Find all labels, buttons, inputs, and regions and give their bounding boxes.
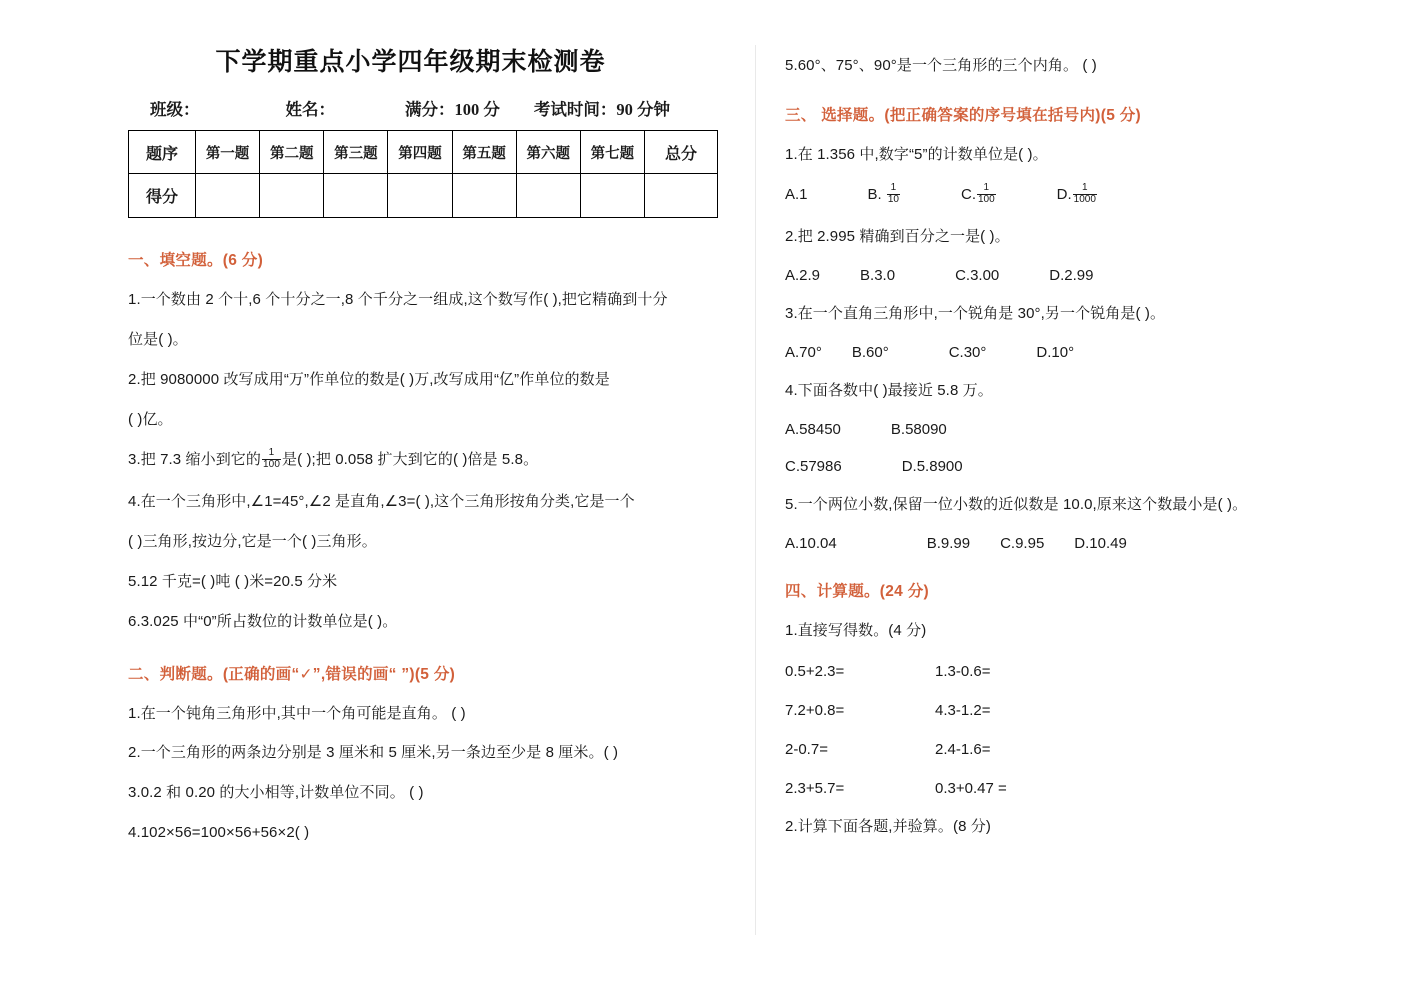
section-heading-fill-in-blanks: 一、填空题。(6 分) xyxy=(128,252,264,269)
score-table-q2: 第二题 xyxy=(260,131,324,174)
score-cell-q6[interactable] xyxy=(516,174,580,218)
question-1-5: 5.12 千克=( )吨 ( )米=20.5 分米 xyxy=(128,572,338,590)
option-3-1-c-label: C. xyxy=(960,185,976,203)
score-cell-total[interactable] xyxy=(645,174,718,218)
score-table-q1: 第一题 xyxy=(196,131,260,174)
question-1-4-line1: 4.在一个三角形中,∠1=45°,∠2 是直角,∠3=( ),这个三角形按角分类,它是一个 xyxy=(128,492,635,510)
question-3-2-stem: 2.把 2.995 精确到百分之一是( )。 xyxy=(785,227,1010,245)
question-1-3 xyxy=(128,447,733,472)
option-3-2-d[interactable]: D.2.99 xyxy=(1049,266,1094,284)
option-3-1-a[interactable]: A.1 xyxy=(785,185,808,203)
option-3-2-c[interactable]: C.3.00 xyxy=(955,266,1000,284)
question-1-1-line2: 位是( )。 xyxy=(128,330,188,348)
question-2-1: 1.在一个钝角三角形中,其中一个角可能是直角。 ( ) xyxy=(128,704,466,722)
score-table-q4: 第四题 xyxy=(388,131,452,174)
question-2-5: 5.60°、75°、90°是一个三角形的三个内角。 ( ) xyxy=(785,57,1097,74)
score-table-score-label: 得分 xyxy=(129,174,196,218)
option-3-4-d[interactable]: D.5.8900 xyxy=(901,457,963,475)
fraction-one-hundredth xyxy=(262,448,281,470)
option-3-1-b-label: B. xyxy=(867,185,886,203)
calc-expression-4: 4.3-1.2= xyxy=(935,701,991,719)
calc-expression-5: 2-0.7= xyxy=(785,740,828,758)
option-3-3-d[interactable]: D.10° xyxy=(1036,343,1075,361)
section-heading-multiple-choice xyxy=(785,103,1391,125)
question-2-2: 2.一个三角形的两条边分别是 3 厘米和 5 厘米,另一条边至少是 8 厘米。( ) xyxy=(128,744,619,762)
calc-row xyxy=(785,741,1391,758)
left-column xyxy=(0,0,755,843)
fraction-denominator: 100 xyxy=(977,193,995,205)
section-heading-calculation: 四、计算题。(24 分) xyxy=(785,582,929,600)
calculation-sub-1: 1.直接写得数。(4 分) xyxy=(785,621,927,639)
option-3-3-b[interactable]: B.60° xyxy=(851,343,889,361)
question-1-3-suffix: 是( );把 0.058 扩大到它的( )倍是 5.8。 xyxy=(282,450,539,468)
question-3-5-stem: 5.一个两位小数,保留一位小数的近似数是 10.0,原来这个数最小是( )。 xyxy=(785,495,1248,513)
fraction-numerator: 1 xyxy=(983,182,990,194)
fraction-denominator: 100 xyxy=(263,458,280,470)
question-3-2-options xyxy=(785,267,1391,284)
option-3-4-b[interactable]: B.58090 xyxy=(890,420,947,438)
option-3-1-c[interactable] xyxy=(960,182,997,207)
exam-time-label: 考试时间：90 分钟 xyxy=(533,100,670,119)
section-heading-true-false-main: 二、判断题。 xyxy=(128,665,223,683)
score-table-q5: 第五题 xyxy=(452,131,516,174)
calc-expression-2: 1.3-0.6= xyxy=(935,662,991,680)
fraction-numerator: 1 xyxy=(890,182,897,194)
option-3-5-b[interactable]: B.9.99 xyxy=(926,534,971,552)
question-1-2-line1: 2.把 9080000 改写成用“万”作单位的数是( )万,改写成用“亿”作单位的数是 xyxy=(128,370,610,388)
fraction-one-hundredth xyxy=(977,183,996,205)
table-row xyxy=(129,174,718,218)
option-3-3-a[interactable]: A.70° xyxy=(785,343,822,361)
calc-row xyxy=(785,780,1391,797)
fraction-numerator: 1 xyxy=(1082,182,1088,194)
calc-expression-1: 0.5+2.3= xyxy=(785,662,845,680)
option-3-1-d[interactable] xyxy=(1056,182,1098,207)
option-3-2-b[interactable]: B.3.0 xyxy=(860,266,896,284)
option-3-5-a[interactable]: A.10.04 xyxy=(785,534,837,552)
fraction-one-tenth xyxy=(887,183,900,205)
option-3-4-c[interactable]: C.57986 xyxy=(785,457,842,475)
fraction-one-thousandth xyxy=(1073,183,1097,205)
question-3-3-options xyxy=(785,344,1391,361)
student-name-label: 姓名： xyxy=(285,100,335,119)
question-2-4: 4.102×56=100×56+56×2( ) xyxy=(128,824,310,842)
calc-row xyxy=(785,702,1391,719)
question-3-5-options xyxy=(785,535,1391,552)
option-3-2-a[interactable]: A.2.9 xyxy=(785,266,821,284)
score-cell-q5[interactable] xyxy=(452,174,516,218)
calc-expression-7: 2.3+5.7= xyxy=(785,779,845,797)
score-table-q7: 第七题 xyxy=(580,131,644,174)
option-3-5-c[interactable]: C.9.95 xyxy=(1000,534,1045,552)
score-cell-q3[interactable] xyxy=(324,174,388,218)
section-heading-true-false-sub: (正确的画“✓”,错误的画“ ”)(5 分) xyxy=(222,665,456,683)
full-score-label: 满分：100 分 xyxy=(405,100,500,119)
question-2-3: 3.0.2 和 0.20 的大小相等,计数单位不同。 ( ) xyxy=(128,784,424,802)
option-3-1-d-label: D. xyxy=(1056,185,1072,203)
exam-info-line xyxy=(150,96,733,120)
option-3-1-b[interactable] xyxy=(867,182,901,207)
option-3-4-a[interactable]: A.58450 xyxy=(785,420,841,438)
question-1-2-line2: ( )亿。 xyxy=(128,410,173,428)
option-3-5-d[interactable]: D.10.49 xyxy=(1074,534,1127,552)
fraction-denominator: 10 xyxy=(887,193,899,205)
option-3-3-c[interactable]: C.30° xyxy=(948,343,987,361)
score-cell-q4[interactable] xyxy=(388,174,452,218)
score-cell-q2[interactable] xyxy=(260,174,324,218)
score-cell-q7[interactable] xyxy=(580,174,644,218)
calc-row xyxy=(785,663,1391,680)
question-3-1-options xyxy=(785,182,1391,207)
question-3-3-stem: 3.在一个直角三角形中,一个锐角是 30°,另一个锐角是( )。 xyxy=(785,304,1166,322)
question-1-1-line1: 1.一个数由 2 个十,6 个十分之一,8 个千分之一组成,这个数写作( ),把它精确到十分 xyxy=(128,291,668,308)
calculation-sub-2: 2.计算下面各题,并验算。(8 分) xyxy=(785,817,991,835)
score-table-q6: 第六题 xyxy=(516,131,580,174)
right-column xyxy=(755,0,1421,837)
fraction-numerator: 1 xyxy=(268,447,275,459)
score-table-header-label: 题序 xyxy=(129,131,196,174)
question-1-3-prefix: 3.把 7.3 缩小到它的 xyxy=(128,450,261,468)
section-heading-true-false xyxy=(128,662,733,684)
question-3-4-options-row2 xyxy=(785,458,1391,475)
table-row-header xyxy=(129,131,718,174)
question-1-6: 6.3.025 中“0”所占数位的计数单位是( )。 xyxy=(128,612,398,630)
section-heading-multiple-choice-sub: (把正确答案的序号填在括号内)(5 分) xyxy=(884,106,1141,124)
calc-expression-8: 0.3+0.47 = xyxy=(935,779,1007,797)
section-heading-multiple-choice-main: 三、 选择题。 xyxy=(785,106,885,124)
score-table xyxy=(128,130,718,218)
score-table-total-header: 总分 xyxy=(645,131,718,174)
page-title: 下学期重点小学四年级期末检测卷 xyxy=(215,49,606,76)
question-3-4-options-row1 xyxy=(785,421,1391,438)
fraction-denominator: 1000 xyxy=(1073,193,1096,205)
class-label: 班级： xyxy=(150,100,200,119)
score-cell-q1[interactable] xyxy=(196,174,260,218)
calc-expression-6: 2.4-1.6= xyxy=(935,740,991,758)
question-3-1-stem: 1.在 1.356 中,数字“5”的计数单位是( )。 xyxy=(785,145,1048,163)
question-3-4-stem: 4.下面各数中( )最接近 5.8 万。 xyxy=(785,381,993,399)
score-table-q3: 第三题 xyxy=(324,131,388,174)
calc-expression-3: 7.2+0.8= xyxy=(785,701,845,719)
question-1-4-line2: ( )三角形,按边分,它是一个( )三角形。 xyxy=(128,532,377,550)
